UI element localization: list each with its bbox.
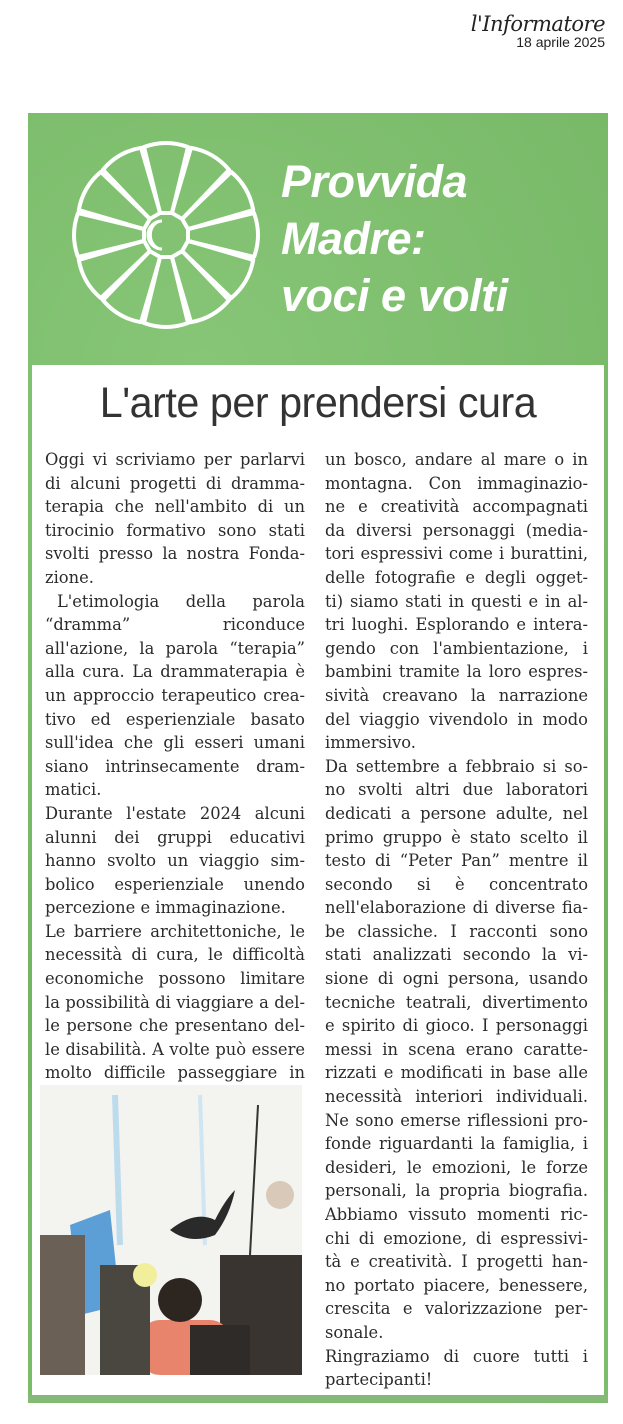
text-line: primo gruppo è stato scelto il	[325, 827, 588, 847]
banner-line: Madre:	[281, 213, 426, 264]
text-line: un approccio terapeutico crea-	[45, 685, 305, 705]
text-line: Abbiamo vissuto momenti ric-	[325, 1205, 588, 1224]
text-line: bambini tramite la loro espres-	[325, 662, 588, 682]
text-line: tri luoghi. Esplorando e intera-	[325, 615, 588, 635]
right-column	[325, 448, 588, 1392]
text-line: siano intrinsecamente dram-	[45, 756, 305, 776]
text-line: percezione e immaginazione.	[45, 898, 286, 918]
text-line: no svolti altri due laboratori	[325, 780, 588, 800]
text-line: sività creavano la narrazione	[325, 685, 588, 705]
text-line: un bosco, andare al mare o in	[325, 450, 588, 469]
text-line: Durante l'estate 2024 alcuni	[45, 803, 305, 823]
article-frame	[28, 113, 608, 1403]
text-line: e spirito di gioco. I personaggi	[325, 1016, 588, 1036]
text-line: la possibilità di viaggiare a del-	[45, 992, 305, 1012]
text-line: le persone che presentano del-	[45, 1016, 305, 1036]
text-line: Oggi vi scriviamo per parlarvi	[45, 450, 305, 469]
publication-date: 18 aprile 2025	[516, 34, 605, 50]
section-banner	[281, 153, 508, 324]
text-line: delle fotografie e degli ogget-	[325, 567, 588, 587]
text-line: alla cura. La drammaterapia è	[45, 662, 305, 682]
article-body	[32, 365, 604, 1395]
text-line: crescita e valorizzazione per-	[325, 1299, 588, 1319]
text-line: stati analizzati secondo la vi-	[325, 945, 588, 965]
text-line: chi di emozione, di espressivi-	[325, 1228, 588, 1248]
text-line: no portato piacere, benessere,	[325, 1275, 588, 1295]
text-line: tecniche teatrali, divertimento	[325, 992, 588, 1012]
text-line: hanno svolto un viaggio sim-	[45, 851, 305, 871]
text-line: rizzati e modificati in base alle	[325, 1063, 588, 1083]
bottom-border	[28, 1396, 608, 1402]
banner-line: Provvida	[281, 156, 468, 207]
text-line: “dramma” riconduce	[45, 615, 305, 635]
text-line: Ringraziamo di cuore tutti i	[325, 1346, 588, 1366]
text-line: sonale.	[325, 1322, 384, 1342]
article-title: L'arte per prendersi cura	[99, 379, 537, 427]
text-line: all'azione, la parola “terapia”	[45, 638, 305, 658]
newspaper-name: l'Informatore	[470, 12, 605, 36]
text-line: desideri, le emozioni, le forze	[325, 1157, 588, 1177]
left-column	[45, 448, 305, 1085]
text-line: messi in scena erano caratte-	[325, 1039, 588, 1059]
text-line: partecipanti!	[325, 1370, 433, 1390]
text-line: ne e creatività accompagnati	[325, 497, 588, 517]
text-line: be classiche. I racconti sono	[325, 921, 588, 941]
text-line: personali, la propria biografia.	[325, 1181, 588, 1201]
text-line: alunni dei gruppi educativi	[45, 827, 305, 847]
text-line: necessità di cura, le difficoltà	[45, 945, 305, 965]
text-line: tirocinio formativo sono stati	[45, 520, 305, 540]
text-line: testo di “Peter Pan” mentre il	[325, 851, 588, 871]
text-line: gendo con l'ambientazione, i	[325, 638, 588, 658]
text-line: tori espressivi come i burattini,	[325, 544, 588, 564]
text-line: sione di ogni persona, usando	[325, 969, 588, 989]
workshop-photo	[40, 1085, 302, 1375]
text-line: bolico esperienziale unendo	[45, 874, 305, 894]
text-line: tivo ed esperienziale basato	[45, 709, 305, 729]
text-line: zione.	[45, 567, 94, 587]
text-line: economiche possono limitare	[45, 969, 305, 989]
text-line: sull'idea che gli esseri umani	[45, 733, 305, 753]
text-line: molto difficile passeggiare in	[45, 1063, 305, 1083]
text-line: di alcuni progetti di dramma-	[45, 473, 305, 493]
text-line: le disabilità. A volte può essere	[45, 1039, 305, 1059]
text-line: da diversi personaggi (media-	[325, 520, 588, 540]
text-line: secondo si è concentrato	[325, 874, 588, 894]
masthead	[471, 12, 605, 50]
text-line: tà e creatività. I progetti han-	[325, 1252, 588, 1272]
flower-logo-icon	[66, 135, 266, 335]
text-line: svolti presso la nostra Fonda-	[45, 544, 305, 564]
text-line: ti) siamo stati in questi e in al-	[325, 591, 588, 611]
text-line: montagna. Con immaginazio-	[325, 473, 588, 493]
text-line: del viaggio vivendolo in modo	[325, 709, 588, 729]
text-line: immersivo.	[325, 733, 416, 753]
text-line: terapia che nell'ambito di un	[45, 497, 305, 517]
text-line: L'etimologia della parola	[57, 591, 305, 611]
text-line: matici.	[45, 780, 102, 800]
text-line: necessità interiori individuali.	[325, 1087, 588, 1107]
text-line: nell'elaborazione di diverse fia-	[325, 898, 588, 918]
text-line: Da settembre a febbraio si so-	[325, 756, 588, 776]
text-line: Le barriere architettoniche, le	[45, 921, 305, 941]
text-line: Ne sono emerse riflessioni pro-	[325, 1110, 588, 1130]
banner-line: voci e volti	[281, 270, 508, 321]
text-line: dedicati a persone adulte, nel	[325, 803, 588, 823]
text-line: fonde riguardanti la famiglia, i	[325, 1134, 588, 1154]
